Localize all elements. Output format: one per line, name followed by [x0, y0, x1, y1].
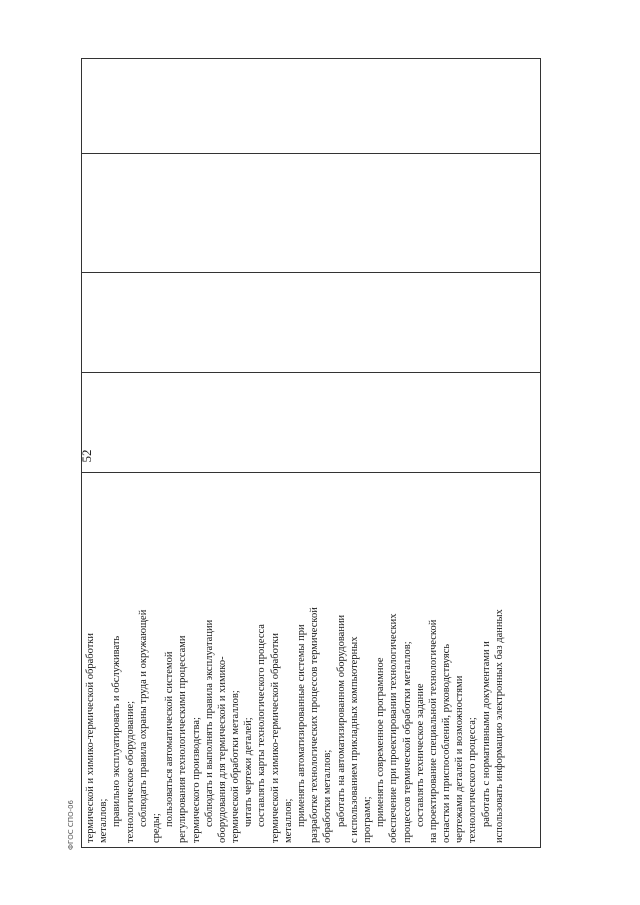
text-line: читать чертежи деталей; [243, 717, 255, 827]
text-line: металлов; [98, 798, 110, 843]
text-line: обеспечение при проектировании технологических [388, 613, 400, 843]
table-cell-empty-3 [82, 154, 540, 274]
text-line: регулирования технологическими процессами [177, 635, 189, 843]
text-line: процессов термической обработки металлов; [401, 641, 413, 843]
text-line: чертежами деталей и возможностями [454, 675, 466, 843]
text-line: технологического процесса; [467, 717, 479, 843]
text-line: соблюдать и выполнять правила эксплуатации [203, 619, 215, 827]
footer-code: ФГОС СПО-06 [67, 799, 75, 850]
text-line: применять современное программное [375, 657, 387, 827]
text-line: соблюдать правила охраны труда и окружающей [137, 609, 149, 827]
skills-column [82, 473, 540, 847]
text-line: металлов; [282, 798, 294, 843]
table-cell-empty-2 [82, 273, 540, 373]
text-line: термической и химико-термической обработки [85, 632, 96, 843]
text-line: термической и химико-термической обработки [269, 632, 281, 843]
text-line: среды; [150, 813, 162, 843]
text-line: термического производства; [190, 717, 202, 843]
competency-table [81, 58, 541, 848]
text-line: оснастки и приспособлений, руководствуясь [441, 643, 453, 843]
text-line: термической обработки металлов; [230, 690, 242, 843]
text-line: правильно эксплуатировать и обслуживать [111, 635, 123, 827]
text-line: составлять карты технологического процесса [256, 624, 268, 827]
text-line: технологическое оборудование; [124, 700, 136, 843]
text-line: составлять техническое задание [414, 683, 426, 827]
text-line: использовать информацию электронных баз данных [493, 609, 505, 843]
text-line: обработки металлов; [322, 749, 334, 843]
text-line: с использованием прикладных компьютерных [348, 636, 360, 843]
table-cell-empty-4 [82, 59, 540, 154]
page-number: 52 [79, 449, 94, 463]
text-line: работать с нормативными документами и [480, 641, 492, 827]
text-line: оборудования для термической и химико- [216, 656, 228, 843]
text-line: пользоваться автоматической системой [164, 651, 176, 827]
text-line: программ; [361, 796, 373, 843]
text-line: разработке технологических процессов термической [309, 607, 321, 843]
text-line: применять автоматизированные системы при [296, 624, 307, 827]
text-line: на проектирование специальной технологической [427, 619, 439, 843]
table-cell-empty-1 [82, 373, 540, 473]
text-line: работать на автоматизированном оборудовании [335, 614, 347, 827]
skills-text [84, 477, 506, 843]
